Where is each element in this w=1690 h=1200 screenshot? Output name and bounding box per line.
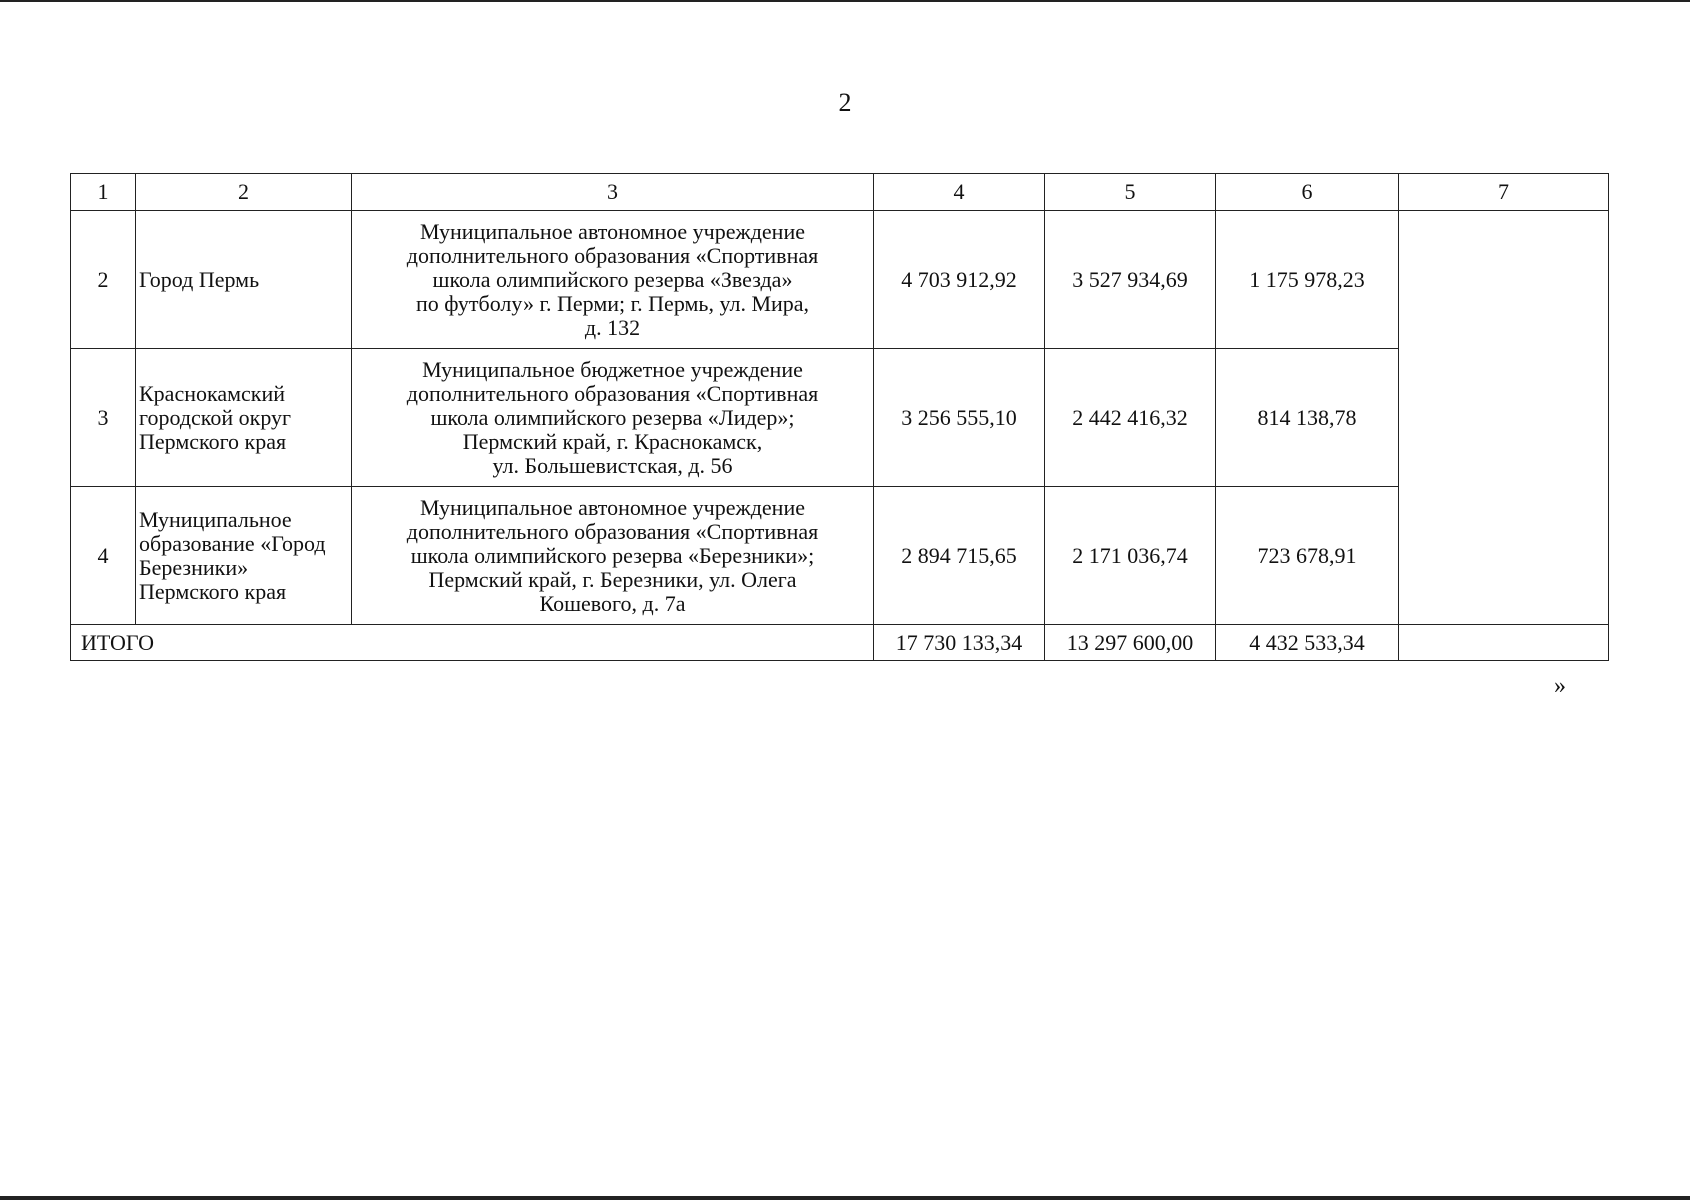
total-row xyxy=(71,625,1609,661)
institution-cell: Муниципальное автономное учреждение дополнительного образования «Спортивная школа олимпийского резерва «Березники»; Пермский край, г. Березники, ул. Олега Кошевого, д. 7а xyxy=(352,487,874,625)
municipality-cell: Город Пермь xyxy=(136,211,352,349)
total-amount-cell: 2 894 715,65 xyxy=(874,487,1045,625)
total-amount-cell: 3 256 555,10 xyxy=(874,349,1045,487)
column-number: 6 xyxy=(1216,174,1399,211)
column-number: 3 xyxy=(352,174,874,211)
column-number: 5 xyxy=(1045,174,1216,211)
subsidy-table xyxy=(70,173,1609,661)
row-number: 3 xyxy=(71,349,136,487)
scan-top-border xyxy=(0,0,1690,2)
local-amount-cell: 814 138,78 xyxy=(1216,349,1399,487)
local-amount-cell: 723 678,91 xyxy=(1216,487,1399,625)
table-row xyxy=(71,211,1609,349)
total-sum-col6: 4 432 533,34 xyxy=(1216,625,1399,661)
budget-amount-cell: 2 171 036,74 xyxy=(1045,487,1216,625)
column-7-merged-cell xyxy=(1399,211,1609,625)
total-amount-cell: 4 703 912,92 xyxy=(874,211,1045,349)
column-number: 4 xyxy=(874,174,1045,211)
closing-quote: » xyxy=(1554,673,1566,699)
budget-amount-cell: 2 442 416,32 xyxy=(1045,349,1216,487)
total-label: ИТОГО xyxy=(71,625,874,661)
institution-cell: Муниципальное бюджетное учреждение дополнительного образования «Спортивная школа олимпийского резерва «Лидер»; Пермский край, г. Краснокамск, ул. Большевистская, д. 56 xyxy=(352,349,874,487)
page-number: 2 xyxy=(838,88,852,117)
total-sum-col4: 17 730 133,34 xyxy=(874,625,1045,661)
table-row xyxy=(71,349,1609,487)
table-row xyxy=(71,487,1609,625)
column-number: 7 xyxy=(1399,174,1609,211)
scan-bottom-border xyxy=(0,1196,1690,1200)
total-col7-cell xyxy=(1399,625,1609,661)
column-number-row xyxy=(71,174,1609,211)
local-amount-cell: 1 175 978,23 xyxy=(1216,211,1399,349)
municipality-cell: Краснокамский городской округ Пермского края xyxy=(136,349,352,487)
column-number: 2 xyxy=(136,174,352,211)
institution-cell: Муниципальное автономное учреждение дополнительного образования «Спортивная школа олимпийского резерва «Звезда» по футболу» г. Перми; г. Пермь, ул. Мира, д. 132 xyxy=(352,211,874,349)
budget-amount-cell: 3 527 934,69 xyxy=(1045,211,1216,349)
row-number: 2 xyxy=(71,211,136,349)
row-number: 4 xyxy=(71,487,136,625)
municipality-cell: Муниципальное образование «Город Березники» Пермского края xyxy=(136,487,352,625)
total-sum-col5: 13 297 600,00 xyxy=(1045,625,1216,661)
column-number: 1 xyxy=(71,174,136,211)
